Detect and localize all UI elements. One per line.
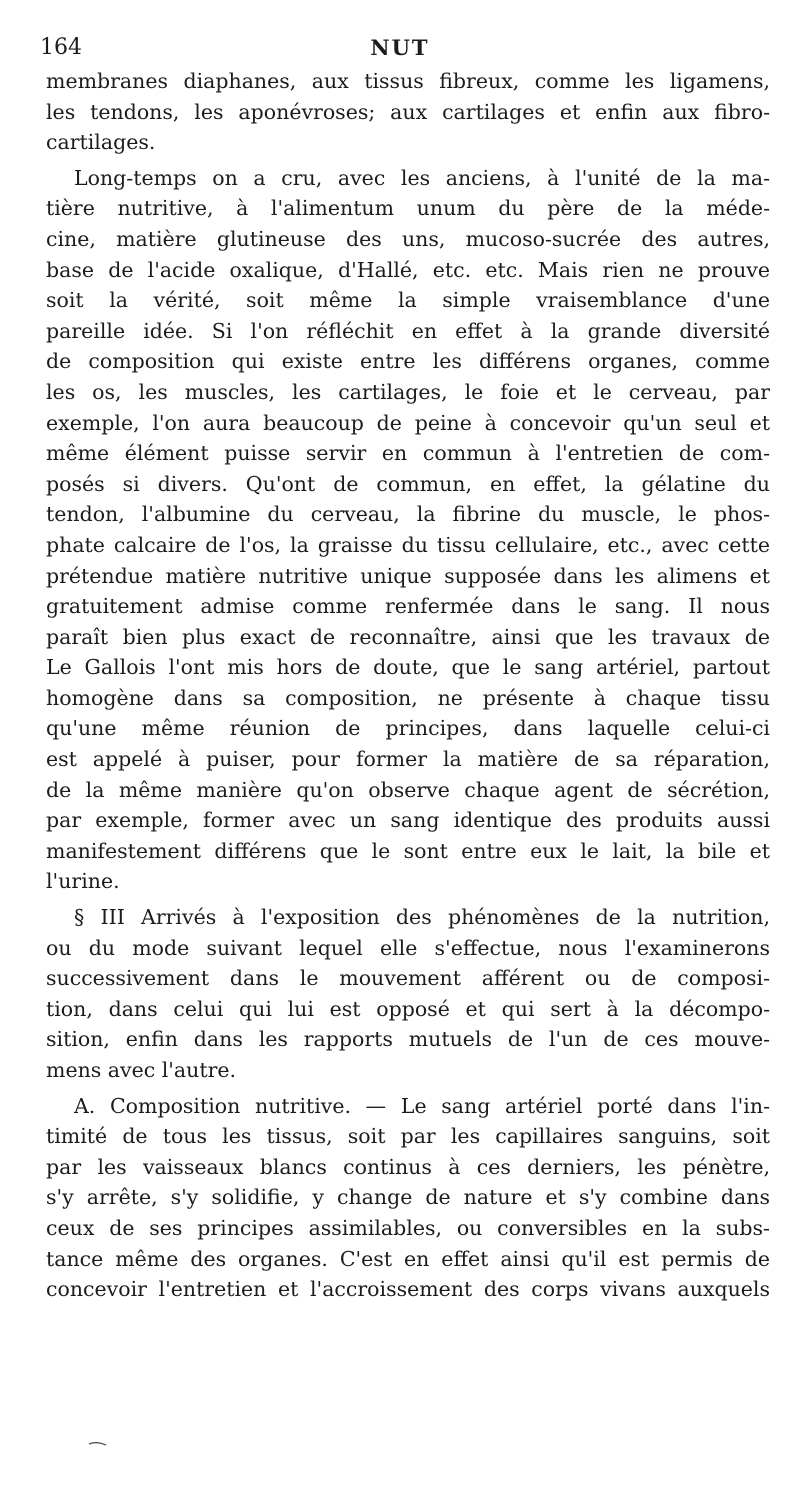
text-line: soit la vérité, soit même la simple vraisemblance d'une [46, 288, 770, 313]
text-line: membranes diaphanes, aux tissus fibreux, comme les ligamens, [46, 69, 770, 93]
body-text [46, 66, 770, 1305]
text-line: mens avec l'autre. [46, 1058, 237, 1082]
text-line: § III Arrivés à l'exposition des phénomènes de la nutrition, [74, 905, 770, 930]
text-line: est appelé à puiser, pour former la matière de sa réparation, [46, 747, 770, 772]
text-line: Long-temps on a cru, avec les anciens, à l'unité de la ma- [74, 165, 770, 190]
text-line: même élément puisse servir en commun à l'entretien de com- [46, 441, 770, 466]
text-line: tière nutritive, à l'alimentum unum du père de la méde- [46, 196, 770, 221]
text-line: posés si divers. Qu'ont de commun, en effet, la gélatine du [46, 471, 770, 496]
text-line: l'urine. [46, 869, 120, 894]
text-line: timité de tous les tissus, soit par les capillaires sanguins, soit [46, 1124, 770, 1149]
text-line: phate calcaire de l'os, la graisse du tissu cellulaire, etc., avec cette [46, 532, 770, 557]
text-line: les os, les muscles, les cartilages, le foie et le cerveau, par [46, 379, 770, 404]
text-line: tion, dans celui qui lui est opposé et qui sert à la décompo- [46, 996, 770, 1021]
text-line: cine, matière glutineuse des uns, mucoso-sucrée des autres, [46, 226, 770, 251]
text-line: tendon, l'albumine du cerveau, la fibrine du muscle, le phos- [46, 502, 770, 527]
text-line: sition, enfin dans les rapports mutuels de l'un de ces mouve- [46, 1027, 770, 1052]
text-line: qu'une même réunion de principes, dans laquelle celui-ci [46, 716, 770, 741]
text-line: base de l'acide oxalique, d'Hallé, etc. etc. Mais rien ne prouve [46, 257, 770, 282]
text-line: de la même manière qu'on observe chaque agent de sécrétion, [46, 777, 770, 802]
text-line: par les vaisseaux blancs continus à ces derniers, les pénètre, [46, 1154, 770, 1179]
text-line: A. Composition nutritive. — Le sang artériel porté dans l'in- [74, 1093, 770, 1118]
page-header [40, 32, 760, 64]
text-line: concevoir l'entretien et l'accroissement des corps vivans auxquels [46, 1277, 770, 1302]
text-line: de composition qui existe entre les différens organes, comme [46, 349, 770, 374]
text-line: homogène dans sa composition, ne présente à chaque tissu [46, 685, 770, 710]
text-line: tance même des organes. C'est en effet ainsi qu'il est permis de [46, 1246, 770, 1271]
text-line: pareille idée. Si l'on réfléchit en effet à la grande diversité [46, 318, 770, 343]
text-line: ceux de ses principes assimilables, ou conversibles en la subs- [46, 1215, 770, 1240]
text-line: s'y arrête, s'y solidifie, y change de nature et s'y combine dans [46, 1185, 770, 1210]
text-line: gratuitement admise comme renfermée dans le sang. Il nous [46, 594, 770, 619]
text-line: cartilages. [46, 130, 156, 155]
text-line: exemple, l'on aura beaucoup de peine à concevoir qu'un seul et [46, 410, 770, 435]
text-line: successivement dans le mouvement afférent ou de composi- [46, 966, 770, 991]
page-number: 164 [40, 35, 82, 60]
text-line: les tendons, les aponévroses; aux cartilages et enfin aux fibro- [46, 99, 770, 124]
text-line: paraît bien plus exact de reconnaître, ainsi que les travaux de [46, 624, 770, 649]
text-line: prétendue matière nutritive unique supposée dans les alimens et [46, 563, 770, 588]
text-line: Le Gallois l'ont mis hors de doute, que le sang artériel, partout [46, 655, 770, 680]
text-line: manifestement différens que le sont entre eux le lait, la bile et [46, 838, 770, 863]
text-line: par exemple, former avec un sang identique des produits aussi [46, 808, 770, 833]
running-head: NUT [370, 35, 430, 60]
text-line: ou du mode suivant lequel elle s'effectue, nous l'examinerons [46, 935, 770, 960]
ink-mark [88, 1440, 108, 1448]
